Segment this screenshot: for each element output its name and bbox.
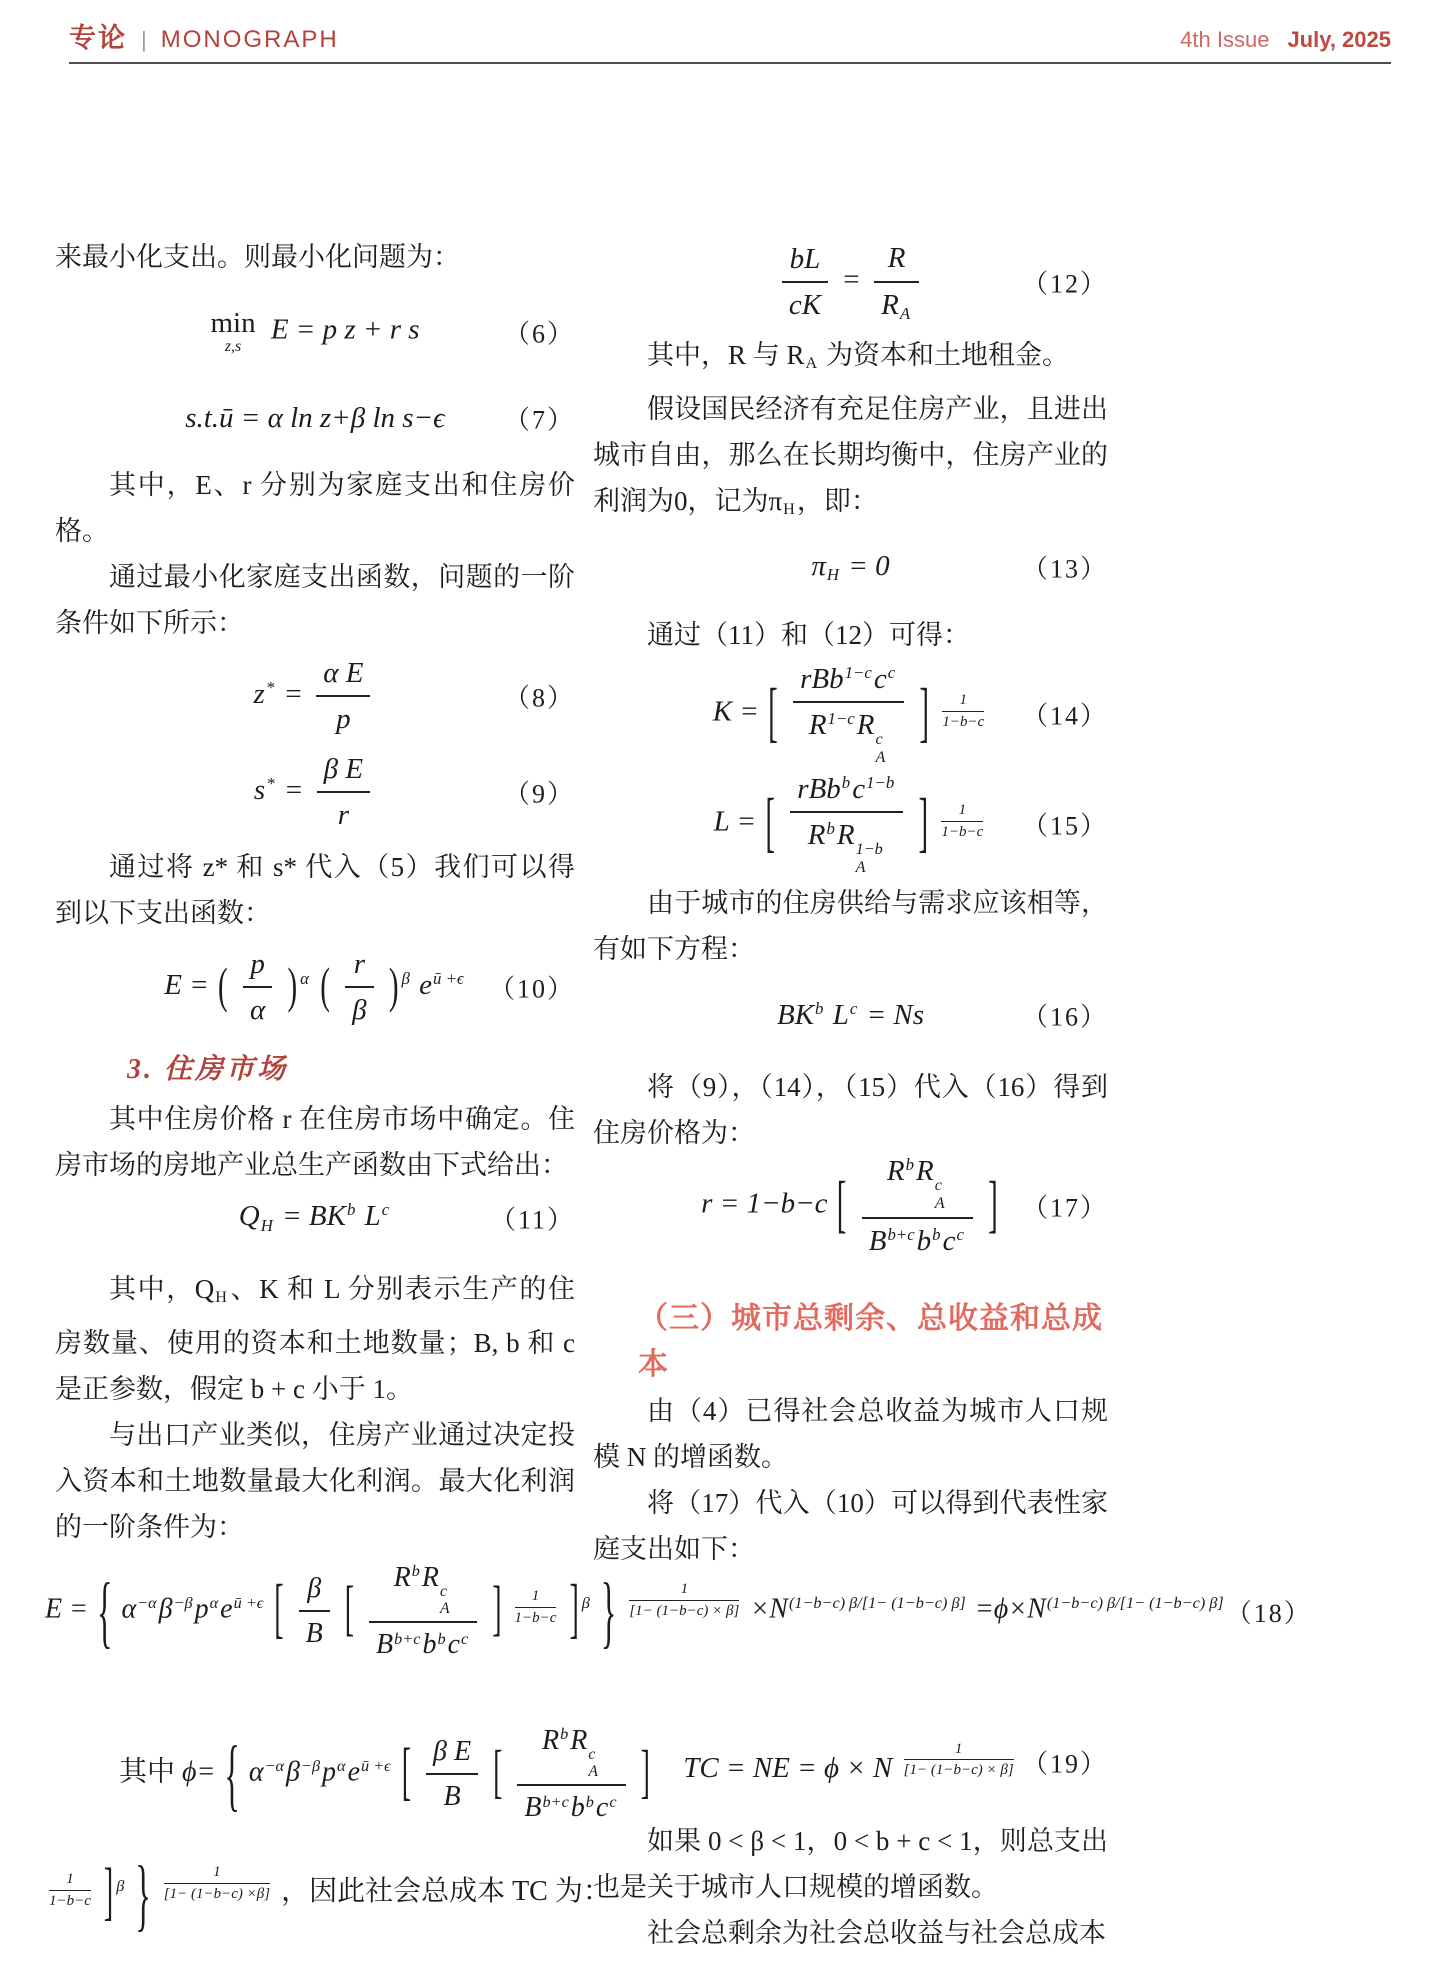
para-substitute-17-10: 将（17）代入（10）可以得到代表性家庭支出如下：	[593, 1488, 1108, 1565]
fraction: $\frac{bL}{cK}$	[782, 241, 828, 324]
right-bracket: ]	[569, 1572, 579, 1647]
right-bracket: ]	[988, 1169, 998, 1241]
equation-number: （15）	[1021, 811, 1108, 841]
exponent-fraction: $\frac{1}{[1- (1-b-c) \times\beta]}$	[163, 1864, 271, 1903]
fraction: $R^bR$ c A $B^{b+c}b^bc^c$	[862, 1153, 973, 1259]
header-rule	[69, 62, 1391, 64]
right-paren: )	[388, 958, 399, 1014]
para-housing-price: 其中住房价格 r 在住房市场中确定。住房市场的房地产业总生产函数由下式给出：	[55, 1104, 575, 1180]
left-bracket: [	[344, 1575, 355, 1644]
equation-number: （14）	[1021, 701, 1108, 731]
exponent-fraction: $\frac{1}{1-b-c}$	[942, 691, 985, 730]
para-national-economy: 假设国民经济有充足住房产业，且进出城市自由，那么在长期均衡中，住房产业的利润为0，记为$\pi_H$，即：	[593, 394, 1108, 519]
para-substitute-z-s: 通过将 z* 和 s* 代入（5）我们可以得到以下支出函数：	[55, 852, 575, 928]
sup-sub-stack: c A	[875, 730, 886, 767]
para-from-4: 由（4）已得社会总收益为城市人口规模 N 的增函数。	[593, 1396, 1108, 1473]
para-minimize-intro: 来最小化支出。则最小化问题为：	[55, 242, 460, 272]
para-first-order: 通过最小化家庭支出函数，问题的一阶条件如下所示：	[55, 562, 575, 638]
equation-number: （9）	[503, 779, 575, 809]
equation-number: （16）	[1021, 1002, 1108, 1032]
equation-number: （8）	[503, 683, 575, 713]
fraction: $rBb^{1-c}c^c$ $R^{1-c}R$ c A	[793, 661, 904, 767]
para-from-11-12: 通过（11）和（12）可得：	[647, 620, 970, 651]
equation-17: r = 1−b−c [ $R^bR$ c A $B^{b+c}b^bc^c$ ] （17）	[593, 1156, 1108, 1256]
page-header	[69, 16, 1391, 55]
right-bracket: ]	[640, 1740, 650, 1806]
journal-section-cn: 专论	[69, 23, 127, 53]
fraction: $rBb^bc^{1-b}$ $R^bR$ 1−b A	[790, 771, 903, 877]
left-bracket: [	[768, 676, 778, 750]
fraction: $\frac{\text{α E}}{p}$	[316, 655, 370, 738]
para-export-similar: 与出口产业类似，住房产业通过决定投入资本和土地数量最大化利润。最大化利润的一阶条件为：	[55, 1420, 575, 1543]
left-column	[55, 220, 575, 1550]
left-brace: {	[97, 1564, 113, 1655]
equation-number: （7）	[503, 405, 575, 435]
equation-number: （10）	[488, 974, 575, 1004]
equation-16: $BK^b$ $L^c = Ns$ （16）	[776, 998, 1108, 1032]
exponent-fraction: $\frac{1}{[1- (1-b-c) \times \beta]}$	[903, 1740, 1014, 1779]
journal-section-en: MONOGRAPH	[160, 26, 339, 53]
para-if-beta: 如果 0 < β < 1，0 < b + c < 1，则总支出也是关于城市人口规模的增函数。	[593, 1826, 1108, 1902]
sup-sub-stack: c A	[934, 1176, 945, 1212]
equation-6: min z,s E = p z + r s （6）	[210, 307, 575, 356]
subsection-housing-market: 3. 住房市场	[127, 1054, 289, 1085]
fraction: $\frac{\beta}{B}$	[299, 1571, 330, 1651]
sup-sub-stack: 1−b A	[855, 840, 883, 877]
right-bracket: ]	[919, 676, 930, 750]
left-bracket: [	[493, 1740, 503, 1806]
exponent-fraction: $\frac{1}{1-b-c}$	[514, 1588, 557, 1627]
right-bracket: ]	[492, 1575, 502, 1644]
fraction: $\frac{R}{R_A}$	[874, 240, 919, 323]
left-bracket: [	[765, 786, 776, 860]
equation-18: E = { $\alpha^{-\alpha}\beta^{-\beta}p^\alpha e^{ū +\epsilon}$ [ $\frac{\beta}{B}$ [ $R^bR$ c A $B^{b+c}b^bc^c$ ] $\frac{1}{1-b-c}$ ] $^\beta$ } $\frac{1}{[1- (1-b-c) \times \beta]}$ $\times N^{(1-b-c) \beta/[1- (1-b-c) \beta]} =\phi\times N^{(1-b-c) \beta/[1- (1-b-c) \beta]}$ （18）	[45, 1561, 1312, 1661]
exponent-fraction: $\frac{1}{1-b-c}$	[49, 1871, 91, 1910]
fraction: $\frac{p}{\alpha}$	[243, 946, 272, 1029]
equation-12: $\frac{bL}{cK}$ = $\frac{R}{R_A}$ （12）	[593, 234, 1108, 330]
fraction: $R^bR$ c A $B^{b+c}b^bc^c$	[369, 1560, 477, 1663]
header-divider: |	[141, 27, 147, 52]
fraction: $\frac{\text{β E}}{B}$	[426, 1734, 478, 1814]
equation-number: （17）	[1021, 1193, 1108, 1223]
equation-7: s.t.ū = α ln z+β ln s−ϵ （7）	[185, 401, 575, 435]
fraction: $\frac{r}{\beta}$	[345, 946, 373, 1029]
equation-number: （6）	[503, 319, 575, 349]
equation-10: E = ( $\frac{p}{\alpha}$ ) $^\alpha$ ( $\frac{r}{\beta}$ ) $^\beta$ $e^{ū +\epsilon}$ （10）	[55, 942, 575, 1032]
equation-number: （19）	[1021, 1749, 1108, 1779]
section-city-surplus: （三）城市总剩余、总收益和总成本	[638, 1302, 1103, 1382]
right-column	[593, 220, 1108, 1572]
para-supply-demand: 由于城市的住房供给与需求应该相等，有如下方程：	[593, 888, 1108, 965]
fraction: $\frac{\text{β E}}{r}$	[317, 751, 370, 834]
para-R-RA-rents: 其中，R 与 $R_A$ 为资本和土地租金。	[647, 340, 1069, 373]
right-brace: }	[135, 1847, 151, 1938]
right-bracket: ]	[918, 786, 929, 860]
left-bracket: [	[274, 1572, 284, 1647]
equation-13: $\pi_H = 0$ （13）	[811, 549, 1108, 584]
equation-number: （18）	[1225, 1598, 1312, 1628]
para-substitute-9-14-15: 将（9），（14），（15）代入（16）得到住房价格为：	[593, 1072, 1108, 1149]
equation-8: z* = $\frac{\text{α E}}{p}$ （8）	[55, 648, 575, 744]
issue-label: 4th Issue	[1180, 27, 1270, 52]
bottom-right-column	[593, 1722, 1108, 1956]
equation-11: $Q_H = BK^b$ $L^c$ （11）	[238, 1200, 575, 1235]
fraction: $R^bR$ c A $B^{b+c}b^bc^c$	[517, 1723, 625, 1826]
right-bracket: ]	[103, 1857, 114, 1929]
equation-19: TC = NE = ϕ × N $\frac{1}{[1- (1-b-c) \times \beta]}$ （19）	[683, 1740, 1108, 1784]
equation-15: L = [ $rBb^bc^{1-b}$ $R^bR$ 1−b A ] $\frac{1}{1-b-c}$ （15）	[713, 773, 1108, 877]
left-bracket: [	[836, 1169, 847, 1241]
right-brace: }	[600, 1564, 617, 1655]
para-total-surplus: 社会总剩余为社会总收益与社会总成本	[647, 1918, 1106, 1948]
phi-line-1: 其中 ϕ= { $\alpha^{-\alpha}\beta^{-\beta}p^\alpha e^{ū +\epsilon}$ [ $\frac{\text{β E}}{B}$ [ $R^bR$ c A $B^{b+c}b^bc^c$ ]	[119, 1724, 650, 1824]
left-bracket: [	[401, 1737, 412, 1809]
equation-number: （11）	[489, 1205, 575, 1235]
equation-number: （13）	[1021, 554, 1108, 584]
sup-sub-stack: c A	[440, 1582, 450, 1617]
min-operator: min z,s	[210, 307, 256, 356]
left-brace: {	[224, 1727, 240, 1818]
header-left	[69, 16, 339, 55]
left-paren: (	[320, 958, 330, 1014]
para-E-r-definition: 其中，E、r 分别为家庭支出和住房价格。	[55, 470, 575, 546]
header-right	[1180, 27, 1391, 53]
phi-definition	[45, 1724, 650, 1938]
para-QH-K-L: 其中，$Q_H$、K 和 L 分别表示生产的住房数量、使用的资本和土地数量；B, b 和 c 是正参数，假定 b + c 小于 1。	[55, 1274, 575, 1405]
exponent-fraction: $\frac{1}{[1- (1-b-c) \times \beta]}$	[629, 1581, 740, 1620]
phi-line-2: $\frac{1}{1-b-c}$ ] $^\beta$ } $\frac{1}{[1- (1-b-c) \times\beta]}$ ，因此社会总成本 TC 为：	[45, 1842, 590, 1934]
date-label: July, 2025	[1287, 27, 1391, 52]
equation-9: s* = $\frac{\text{β E}}{r}$ （9）	[55, 744, 575, 840]
exponent-fraction: $\frac{1}{1-b-c}$	[941, 801, 984, 840]
left-paren: (	[218, 958, 228, 1014]
sup-sub-stack: c A	[588, 1745, 598, 1780]
right-paren: )	[287, 958, 298, 1014]
equation-14: K = [ $rBb^{1-c}c^c$ $R^{1-c}R$ c A ] $\frac{1}{1-b-c}$ （14）	[712, 663, 1108, 767]
equation-number: （12）	[1021, 269, 1108, 299]
